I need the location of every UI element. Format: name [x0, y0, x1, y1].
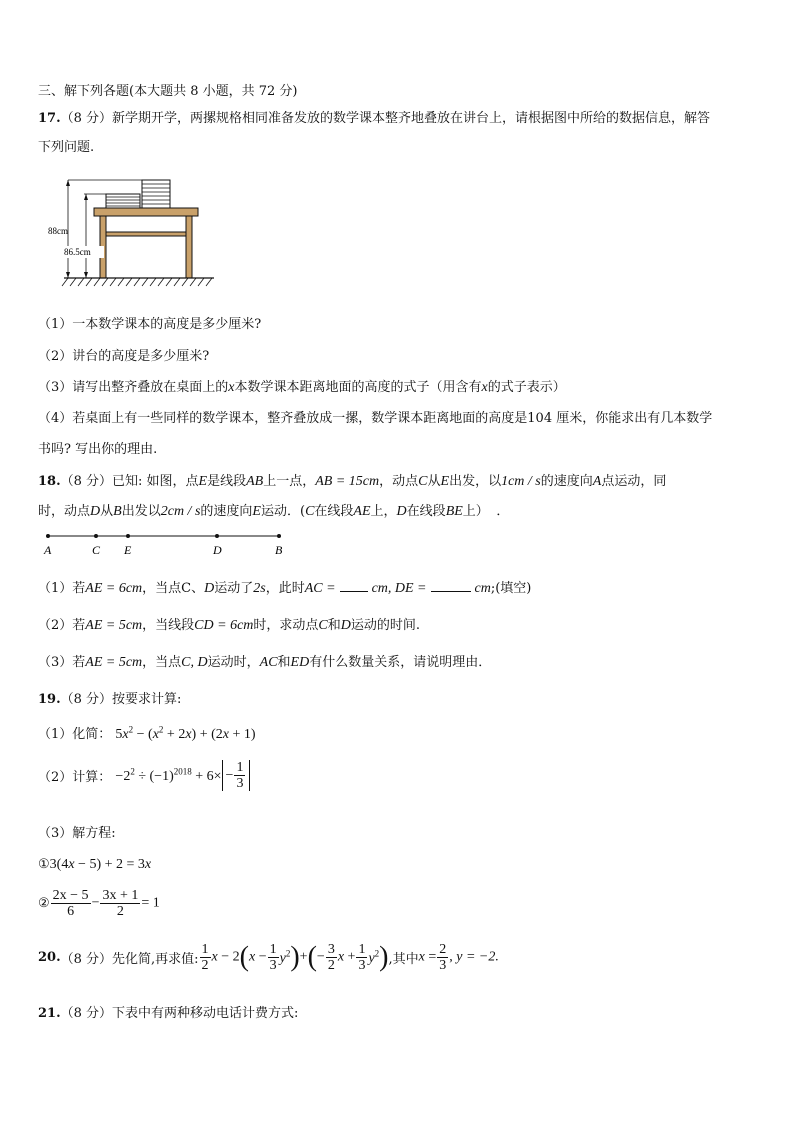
numerator: 3x + 1: [102, 888, 139, 903]
text: ，当点C、: [142, 581, 205, 596]
text: ;(填空): [490, 581, 532, 596]
question-number: 19.: [38, 692, 61, 707]
point-label: D: [340, 618, 351, 633]
numerator: 2: [439, 942, 447, 957]
question-number: 20.: [38, 950, 61, 965]
text: 上）: [462, 504, 483, 519]
question-points: （8 分）: [60, 474, 113, 489]
text: 已知: 如图，点: [112, 474, 199, 489]
label-86-5cm: 86.5cm: [64, 247, 91, 257]
q19-sub-3: （3）解方程:: [38, 826, 116, 841]
lectern-figure: [46, 172, 216, 296]
table-top: [94, 208, 198, 216]
text: 时，动点: [38, 504, 91, 519]
expr-ac: AC =: [304, 581, 336, 596]
denominator: 3: [439, 958, 447, 973]
expr-de: cm, DE =: [371, 581, 427, 596]
var-x: x: [481, 380, 488, 395]
y-value: y = −2.: [456, 949, 499, 965]
exponent: 2018: [173, 766, 192, 777]
q17-sub-1: （1）一本数学课本的高度是多少厘米?: [38, 317, 262, 332]
equation-1: 3(4x − 5) + 2 = 3x: [49, 857, 152, 872]
point-label: E: [198, 474, 208, 489]
q19-equation-2: ② $\frac{2x - 5}{6}$ − $\frac{3x + 1}{2}$ = 1: [38, 888, 160, 919]
point-label: A: [592, 474, 602, 489]
text: ，此时: [265, 581, 305, 596]
question-points: （8 分）: [60, 111, 113, 126]
question-points: （8 分）: [60, 1006, 113, 1021]
equation-rhs: = 1: [141, 895, 160, 911]
text: 运动．(: [260, 504, 306, 519]
text: 的式子表示）: [487, 380, 566, 395]
text: 出发以: [121, 504, 161, 519]
text: 在线段: [406, 504, 446, 519]
sub-label: （2）计算：: [38, 770, 112, 785]
text: 上一点，: [263, 474, 316, 489]
question-20: 20.（8 分）先化简,再求值: $\frac{1}{2}$ x − 2(x − $\frac{1}{3}$ $y^2)+(-$ $\frac{3}{2}$ x + $\frac{1}{3}$ $y^2$),其中x = $\frac{2}{3}$ , y = −2.: [38, 941, 499, 973]
text: 和: [277, 655, 291, 670]
book-stack-left: [106, 194, 140, 208]
point-c: [94, 534, 98, 538]
question-19-header: [38, 688, 181, 707]
expression-compute: $-2^2 \div (-1)^{2018} + 6\times$: [115, 766, 222, 784]
q17-sub-3: [38, 376, 566, 396]
section-heading: 三、解下列各题(本大题共 8 小题，共 72 分): [38, 84, 298, 99]
text: 的速度向: [540, 474, 593, 489]
fraction: [51, 888, 91, 919]
label-88cm: 88cm: [48, 226, 68, 236]
answer-blank-ac[interactable]: [340, 579, 368, 592]
q17-sub-2: （2）讲台的高度是多少厘米?: [38, 349, 210, 364]
text: ．: [496, 504, 510, 519]
text: 上，: [370, 504, 397, 519]
text: ，当点: [142, 655, 182, 670]
sub-label: （1）化简：: [38, 727, 112, 742]
text: 点运动，同: [601, 474, 667, 489]
point-label: D: [204, 581, 215, 596]
text: 在线段: [314, 504, 354, 519]
denominator: 6: [67, 904, 75, 919]
q17-sub-4-line-1: （4）若桌面上有一些同样的数学课本，整齐叠放成一摞，数学课本距离地面的高度是104 厘米，你能求出有几本数学: [38, 411, 713, 426]
point-label-a: A: [44, 543, 52, 557]
book-stack-right: [142, 180, 170, 208]
question-text: 新学期开学，两摞规格相同准备发放的数学课本整齐地叠放在讲台上，请根据图中所给的数据信息，解答: [112, 111, 711, 126]
text: 和: [327, 618, 341, 633]
time: 2s: [253, 581, 266, 596]
point-b: [277, 534, 281, 538]
q18-sub-1: [38, 577, 531, 597]
question-text: 按要求计算:: [112, 692, 182, 707]
condition: AE = 5cm: [85, 618, 143, 633]
q18-sub-2: [38, 614, 420, 634]
question-18-line-1: [38, 470, 666, 490]
segment-label: ED: [290, 655, 310, 670]
text: 时，求动点: [253, 618, 319, 633]
point-label: E: [252, 504, 261, 519]
condition: AE = 6cm: [85, 581, 143, 596]
text: ，当线段: [142, 618, 195, 633]
condition: AE = 5cm: [85, 655, 143, 670]
question-text: 先化简,再求值:: [112, 952, 199, 967]
condition: CD = 6cm: [194, 618, 254, 633]
text: 运动时，: [207, 655, 260, 670]
circled-one: ①: [38, 857, 50, 872]
q19-sub-1: [38, 723, 256, 743]
text: 从: [427, 474, 441, 489]
condition: AB = 15cm: [315, 474, 380, 489]
question-21: [38, 1002, 298, 1021]
text: 有什么数量关系，请说明理由．: [309, 655, 492, 670]
text: 是线段: [207, 474, 247, 489]
text: 的速度向: [200, 504, 253, 519]
segment-figure: [38, 528, 298, 558]
question-18-line-2: [38, 500, 509, 520]
fraction: [100, 888, 140, 919]
text: （3）请写出整齐叠放在桌面上的: [38, 380, 229, 395]
point-label: C: [305, 504, 315, 519]
point-label: C: [418, 474, 428, 489]
text: 出发，以: [449, 474, 502, 489]
point-label: D: [396, 504, 407, 519]
point-a: [46, 534, 50, 538]
text: （2）若: [38, 618, 86, 633]
point-label-b: B: [275, 543, 283, 557]
point-label: C: [318, 618, 328, 633]
text: 从: [100, 504, 114, 519]
question-points: （8 分）: [60, 692, 113, 707]
table-leg-right: [186, 216, 192, 278]
text: ,其中: [388, 952, 419, 967]
q19-equation-1: [38, 857, 151, 873]
question-text: 下表中有两种移动电话计费方式:: [112, 1006, 299, 1021]
speed: 1cm / s: [501, 474, 541, 489]
text: （1）若: [38, 581, 86, 596]
point-label: D: [90, 504, 101, 519]
answer-blank-de[interactable]: [431, 579, 471, 592]
ground-hatching: [62, 278, 212, 286]
denominator: 2: [116, 904, 124, 919]
question-number: 21.: [38, 1006, 61, 1021]
speed: 2cm / s: [160, 504, 201, 519]
text: ，动点: [379, 474, 419, 489]
point-e: [126, 534, 130, 538]
point-label-e: E: [124, 543, 132, 557]
question-points: （8 分）: [60, 952, 113, 967]
text: 本数学课本距离地面的高度的式子（用含有: [234, 380, 482, 395]
text: （3）若: [38, 655, 86, 670]
point-label-d: D: [213, 543, 222, 557]
q19-sub-2: [38, 760, 250, 791]
var-x: x: [228, 380, 235, 395]
point-d: [215, 534, 219, 538]
expression-simplify: $5x^2 - (x^2 + 2x) + (2x + 1)$: [115, 724, 256, 742]
unit: cm: [474, 581, 491, 596]
point-label-c: C: [92, 543, 101, 557]
segment-label: AB: [246, 474, 264, 489]
segment-label: AE: [353, 504, 371, 519]
absolute-value: − $\frac{1}{3}$: [222, 760, 251, 791]
text: 运动的时间.: [350, 618, 421, 633]
q18-sub-3: [38, 651, 491, 671]
point-label: E: [440, 474, 450, 489]
point-label: C, D: [181, 655, 208, 670]
question-number: 18.: [38, 474, 61, 489]
question-17-line-1: [38, 107, 710, 126]
table-crossbar: [106, 232, 186, 236]
question-17-line-2: 下列问题.: [38, 140, 95, 155]
point-label: B: [113, 504, 122, 519]
q17-sub-4-line-2: 书吗? 写出你的理由.: [38, 442, 158, 457]
question-number: 17.: [38, 111, 61, 126]
circled-two: ②: [38, 896, 50, 911]
text: 运动了: [214, 581, 254, 596]
segment-label: AC: [259, 655, 278, 670]
numerator: 2x − 5: [52, 888, 89, 903]
segment-label: BE: [445, 504, 463, 519]
